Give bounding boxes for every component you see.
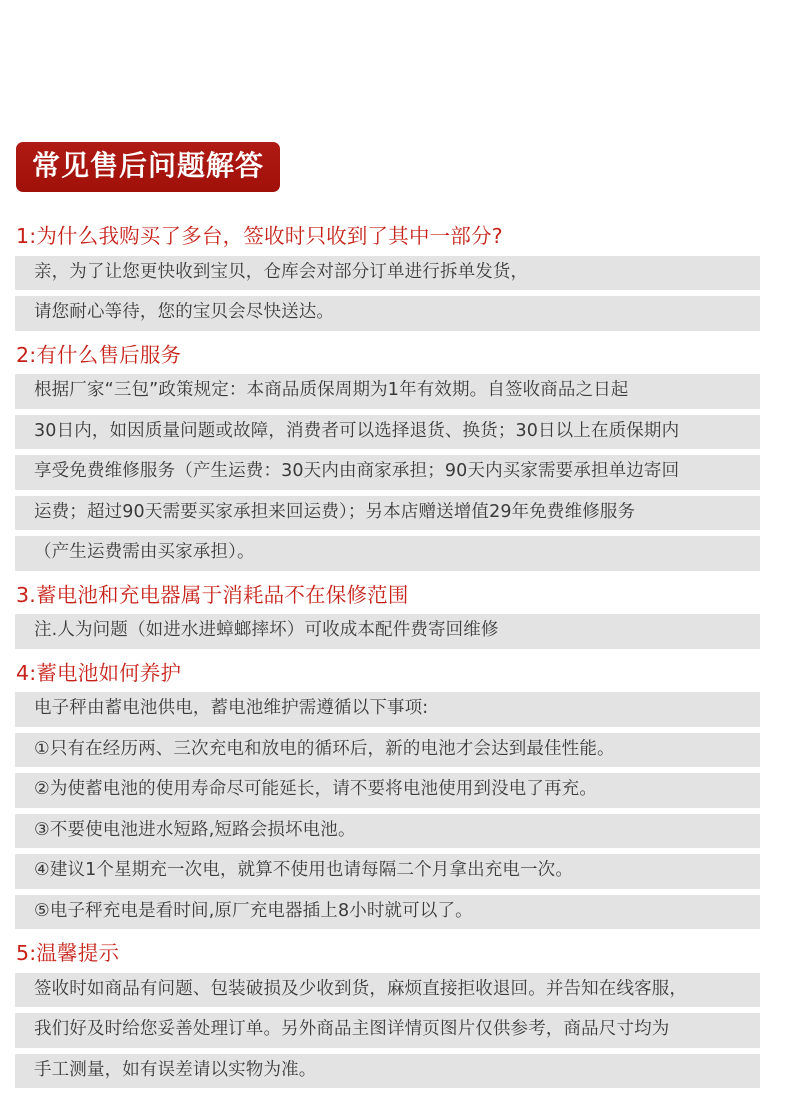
faq-answer-line: 亲，为了让您更快收到宝贝，仓库会对部分订单进行拆单发货， bbox=[15, 256, 760, 291]
faq-answer-line: 手工测量，如有误差请以实物为准。 bbox=[15, 1054, 760, 1089]
faq-answer-line: 30日内，如因质量问题或故障，消费者可以选择退货、换货；30日以上在质保期内 bbox=[15, 415, 760, 450]
faq-section bbox=[0, 226, 790, 331]
faq-section bbox=[0, 342, 790, 571]
faq-question-heading: 2:有什么售后服务 bbox=[16, 342, 182, 367]
page-title: 常见售后问题解答 bbox=[16, 142, 280, 192]
faq-answer-lines bbox=[0, 973, 790, 1089]
faq-section-list bbox=[0, 226, 790, 1088]
faq-answer-lines bbox=[0, 614, 790, 649]
faq-answer-line: ③不要使电池进水短路,短路会损坏电池。 bbox=[15, 814, 760, 849]
faq-answer-line: 享受免费维修服务（产生运费：30天内由商家承担；90天内买家需要承担单边寄回 bbox=[15, 455, 760, 490]
faq-section bbox=[0, 582, 790, 649]
faq-answer-line: ②为使蓄电池的使用寿命尽可能延长，请不要将电池使用到没电了再充。 bbox=[15, 773, 760, 808]
faq-question-heading: 4:蓄电池如何养护 bbox=[16, 660, 182, 685]
faq-answer-line: ④建议1个星期充一次电，就算不使用也请每隔二个月拿出充电一次。 bbox=[15, 854, 760, 889]
title-banner bbox=[0, 0, 790, 192]
faq-question-heading: 1:为什么我购买了多台，签收时只收到了其中一部分? bbox=[16, 224, 503, 248]
faq-answer-line: ①只有在经历两、三次充电和放电的循环后，新的电池才会达到最佳性能。 bbox=[15, 733, 760, 768]
faq-question-heading: 5:温馨提示 bbox=[16, 941, 120, 965]
faq-answer-line: ⑤电子秤充电是看时间,原厂充电器插上8小时就可以了。 bbox=[15, 895, 760, 930]
faq-answer-lines bbox=[0, 256, 790, 331]
faq-answer-line: 运费；超过90天需要买家承担来回运费）；另本店赠送增值29年免费维修服务 bbox=[15, 496, 760, 531]
faq-question-heading: 3.蓄电池和充电器属于消耗品不在保修范围 bbox=[16, 582, 409, 607]
faq-answer-lines bbox=[0, 692, 790, 929]
faq-answer-line: 电子秤由蓄电池供电，蓄电池维护需遵循以下事项: bbox=[15, 692, 760, 727]
faq-answer-line: 请您耐心等待，您的宝贝会尽快送达。 bbox=[15, 296, 760, 331]
faq-answer-lines bbox=[0, 374, 790, 571]
faq-section bbox=[0, 660, 790, 930]
faq-answer-line: 根据厂家“三包”政策规定：本商品质保周期为1年有效期。自签收商品之日起 bbox=[15, 374, 760, 409]
faq-answer-line: 我们好及时给您妥善处理订单。另外商品主图详情页图片仅供参考，商品尺寸均为 bbox=[15, 1013, 760, 1048]
faq-section bbox=[0, 943, 790, 1088]
faq-answer-line: 注.人为问题（如进水进蟑螂摔坏）可收成本配件费寄回维修 bbox=[15, 614, 760, 649]
faq-answer-line: （产生运费需由买家承担）。 bbox=[15, 536, 760, 571]
faq-answer-line: 签收时如商品有问题、包装破损及少收到货，麻烦直接拒收退回。并告知在线客服， bbox=[15, 973, 760, 1008]
